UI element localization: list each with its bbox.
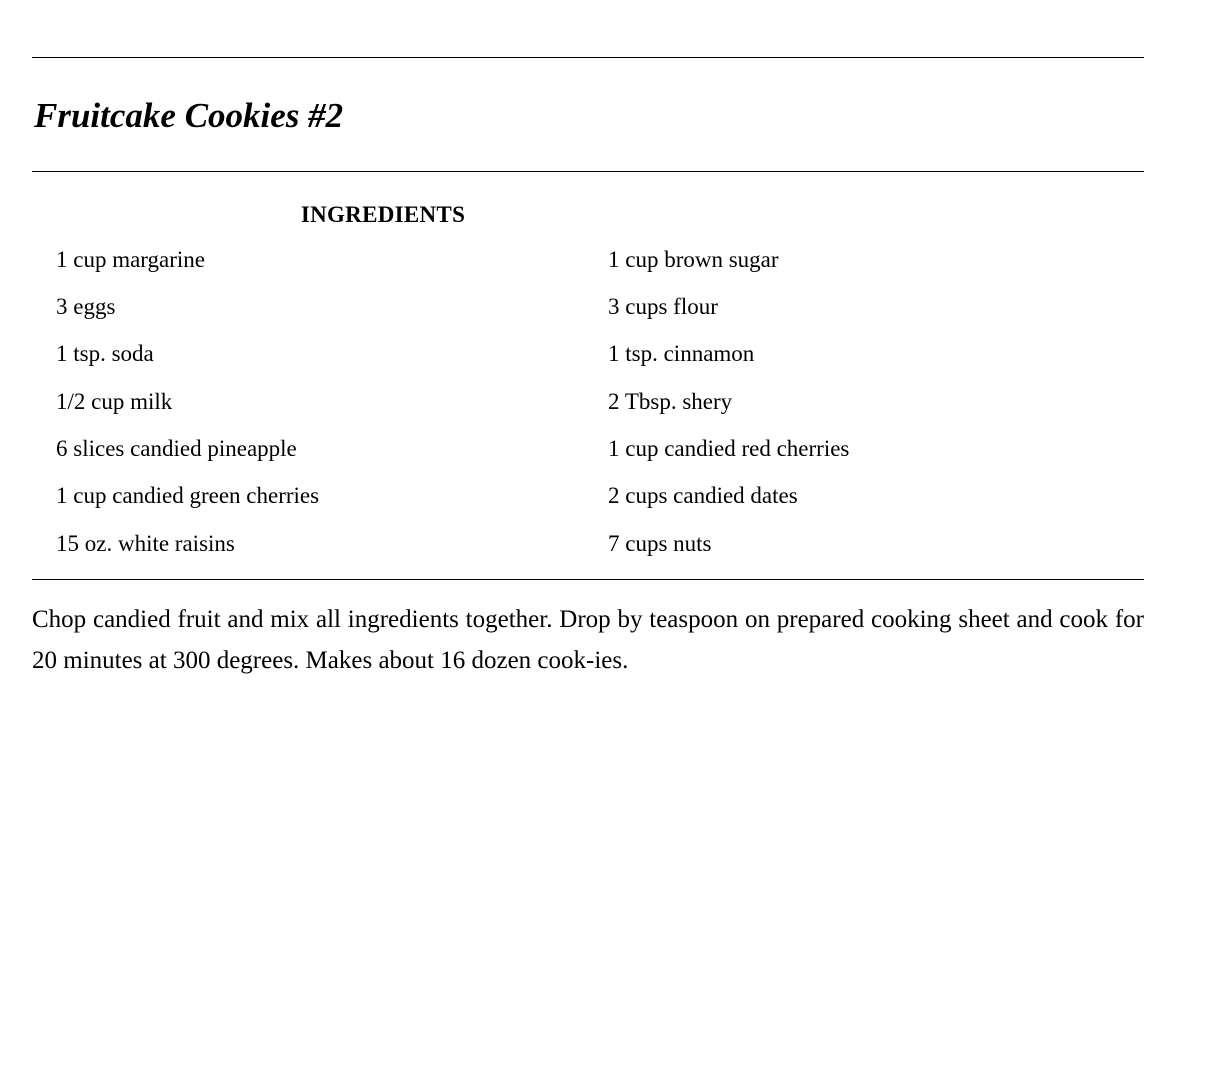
ingredient-item: 1 cup candied green cherries — [56, 483, 320, 509]
top-divider — [32, 57, 1144, 58]
ingredient-item: 2 cups candied dates — [608, 483, 798, 509]
table-row — [32, 520, 1172, 567]
ingredient-item: 1 tsp. cinnamon — [608, 341, 755, 367]
ingredients-heading: INGREDIENTS — [300, 201, 466, 227]
ingredient-item: 1 cup candied red cherries — [608, 436, 850, 462]
ingredient-item: 1 tsp. soda — [56, 341, 154, 367]
ingredient-item: 2 Tbsp. shery — [608, 388, 733, 414]
ingredient-item: 1/2 cup milk — [56, 388, 173, 414]
ingredient-item: 6 slices candied pineapple — [56, 436, 297, 462]
table-row — [32, 378, 1172, 425]
table-row — [32, 472, 1172, 519]
table-row — [32, 425, 1172, 472]
table-row — [32, 283, 1172, 330]
ingredient-item: 15 oz. white raisins — [56, 530, 235, 556]
table-row — [32, 330, 1172, 377]
ingredient-item: 7 cups nuts — [608, 530, 712, 556]
ingredient-item: 1 cup brown sugar — [608, 246, 779, 272]
title-divider — [32, 171, 1144, 172]
ingredient-item: 1 cup margarine — [56, 246, 206, 272]
ingredient-item: 3 cups flour — [608, 294, 718, 320]
table-row — [32, 236, 1172, 283]
ingredients-table — [32, 236, 1172, 567]
instructions-text: Chop candied fruit and mix all ingredients together. Drop by teaspoon on prepared cooking sheet and cook for 20 minutes at 300 degrees. Makes about 16 dozen cook-ies. — [32, 605, 1144, 674]
ingredients-divider — [32, 579, 1144, 580]
ingredient-item: 3 eggs — [56, 294, 116, 320]
recipe-page — [0, 57, 1216, 1065]
page-title: Fruitcake Cookies #2 — [34, 96, 344, 136]
